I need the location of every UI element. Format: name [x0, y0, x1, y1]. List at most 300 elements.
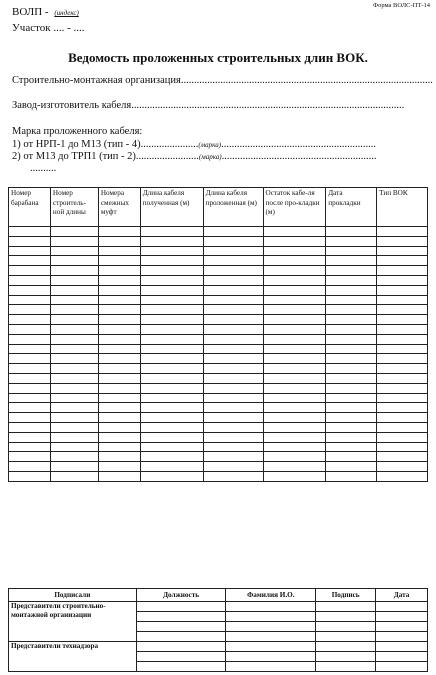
sign-col-header: Должность — [136, 589, 226, 602]
table-cell[interactable] — [50, 305, 98, 315]
table-cell[interactable] — [50, 393, 98, 403]
table-cell[interactable] — [263, 422, 326, 432]
table-cell[interactable] — [9, 324, 51, 334]
sign-cell[interactable] — [316, 612, 376, 622]
table-cell[interactable] — [140, 236, 203, 246]
sign-cell[interactable] — [316, 602, 376, 612]
table-cell[interactable] — [140, 422, 203, 432]
table-cell[interactable] — [326, 383, 377, 393]
sign-cell[interactable] — [226, 642, 316, 652]
sign-cell[interactable] — [376, 652, 428, 662]
table-cell[interactable] — [377, 227, 428, 237]
table-cell[interactable] — [9, 305, 51, 315]
table-cell[interactable] — [263, 344, 326, 354]
sign-cell[interactable] — [316, 622, 376, 632]
table-cell[interactable] — [203, 334, 263, 344]
table-cell[interactable] — [203, 305, 263, 315]
table-cell[interactable] — [9, 452, 51, 462]
table-cell[interactable] — [263, 393, 326, 403]
table-row — [9, 403, 428, 413]
table-row — [9, 266, 428, 276]
marka-line-1-dots-end: ........................................................... — [221, 139, 376, 150]
table-cell[interactable] — [98, 344, 140, 354]
table-cell[interactable] — [50, 275, 98, 285]
table-row — [9, 432, 428, 442]
table-cell[interactable] — [140, 471, 203, 481]
table-row — [9, 305, 428, 315]
marka-line-2-text: 2) от М13 до ТРП1 (тип - 2) — [12, 151, 136, 162]
table-cell[interactable] — [50, 452, 98, 462]
table-cell[interactable] — [326, 354, 377, 364]
sign-cell[interactable] — [136, 612, 226, 622]
table-cell[interactable] — [377, 422, 428, 432]
table-cell[interactable] — [263, 275, 326, 285]
table-row — [9, 471, 428, 481]
table-cell[interactable] — [263, 364, 326, 374]
table-cell[interactable] — [98, 452, 140, 462]
table-cell[interactable] — [203, 364, 263, 374]
table-cell[interactable] — [263, 295, 326, 305]
table-row — [9, 324, 428, 334]
table-cell[interactable] — [203, 403, 263, 413]
table-cell[interactable] — [140, 413, 203, 423]
col-header: Остаток кабе-ля после про-кладки (м) — [263, 188, 326, 227]
table-cell[interactable] — [98, 373, 140, 383]
table-cell[interactable] — [98, 442, 140, 452]
table-cell[interactable] — [50, 266, 98, 276]
sign-cell[interactable] — [376, 612, 428, 622]
zavod-dots: ........................................................................................................ — [131, 100, 405, 111]
table-cell[interactable] — [50, 285, 98, 295]
table-row — [9, 334, 428, 344]
table-cell[interactable] — [326, 295, 377, 305]
table-cell[interactable] — [326, 364, 377, 374]
table-cell[interactable] — [9, 393, 51, 403]
table-cell[interactable] — [98, 275, 140, 285]
table-cell[interactable] — [140, 462, 203, 472]
table-cell[interactable] — [326, 266, 377, 276]
table-cell[interactable] — [9, 373, 51, 383]
table-cell[interactable] — [326, 442, 377, 452]
table-cell[interactable] — [203, 471, 263, 481]
table-cell[interactable] — [9, 275, 51, 285]
table-cell[interactable] — [377, 315, 428, 325]
table-cell[interactable] — [50, 413, 98, 423]
table-cell[interactable] — [9, 364, 51, 374]
table-cell[interactable] — [50, 442, 98, 452]
table-cell[interactable] — [9, 295, 51, 305]
signature-table — [8, 588, 428, 672]
col-header: Длина кабеля полученная (м) — [140, 188, 203, 227]
table-cell[interactable] — [263, 383, 326, 393]
table-cell[interactable] — [50, 236, 98, 246]
table-cell[interactable] — [98, 324, 140, 334]
table-cell[interactable] — [98, 393, 140, 403]
table-cell[interactable] — [377, 452, 428, 462]
table-cell[interactable] — [50, 432, 98, 442]
sign-col-header: Подпись — [316, 589, 376, 602]
table-cell[interactable] — [263, 354, 326, 364]
table-cell[interactable] — [9, 354, 51, 364]
marka-line-2-dots: ........................ — [135, 151, 199, 162]
table-cell[interactable] — [50, 324, 98, 334]
table-cell[interactable] — [326, 471, 377, 481]
table-cell[interactable] — [9, 246, 51, 256]
table-cell[interactable] — [326, 275, 377, 285]
marka-line-2 — [12, 151, 377, 162]
table-cell[interactable] — [140, 315, 203, 325]
marka-line-1-dots: ...................... — [140, 139, 199, 150]
table-row — [9, 413, 428, 423]
sign-col-header: Фамилия И.О. — [226, 589, 316, 602]
zavod-field — [12, 100, 404, 111]
table-cell[interactable] — [98, 334, 140, 344]
table-cell[interactable] — [98, 413, 140, 423]
table-cell[interactable] — [50, 354, 98, 364]
sign-row — [9, 642, 428, 652]
table-cell[interactable] — [326, 305, 377, 315]
table-cell[interactable] — [9, 256, 51, 266]
table-row — [9, 442, 428, 452]
table-cell[interactable] — [203, 452, 263, 462]
table-cell[interactable] — [98, 364, 140, 374]
table-cell[interactable] — [140, 246, 203, 256]
table-cell[interactable] — [9, 334, 51, 344]
table-cell[interactable] — [377, 266, 428, 276]
sign-row — [9, 602, 428, 612]
table-cell[interactable] — [263, 266, 326, 276]
sign-row-label: Представители технадзора — [9, 642, 137, 672]
table-cell[interactable] — [326, 413, 377, 423]
sign-cell[interactable] — [226, 622, 316, 632]
table-cell[interactable] — [140, 295, 203, 305]
sign-cell[interactable] — [316, 642, 376, 652]
table-cell[interactable] — [203, 344, 263, 354]
table-cell[interactable] — [203, 383, 263, 393]
table-cell[interactable] — [98, 266, 140, 276]
table-cell[interactable] — [263, 305, 326, 315]
marka-line-3: .......... — [30, 163, 57, 174]
table-cell[interactable] — [263, 462, 326, 472]
table-header-row — [9, 188, 428, 227]
sign-cell[interactable] — [226, 632, 316, 642]
sign-col-header: Дата — [376, 589, 428, 602]
table-cell[interactable] — [140, 403, 203, 413]
table-cell[interactable] — [263, 442, 326, 452]
table-cell[interactable] — [377, 432, 428, 442]
table-cell[interactable] — [263, 256, 326, 266]
table-cell[interactable] — [203, 432, 263, 442]
org-field — [12, 75, 433, 86]
table-cell[interactable] — [98, 246, 140, 256]
table-cell[interactable] — [377, 413, 428, 423]
table-cell[interactable] — [9, 462, 51, 472]
table-cell[interactable] — [203, 256, 263, 266]
sign-cell[interactable] — [376, 642, 428, 652]
table-cell[interactable] — [377, 471, 428, 481]
table-cell[interactable] — [377, 324, 428, 334]
table-cell[interactable] — [377, 246, 428, 256]
table-row — [9, 236, 428, 246]
table-cell[interactable] — [377, 305, 428, 315]
col-header: Номер строитель-ной длины — [50, 188, 98, 227]
table-cell[interactable] — [9, 383, 51, 393]
sign-cell[interactable] — [136, 632, 226, 642]
table-row — [9, 462, 428, 472]
table-cell[interactable] — [326, 422, 377, 432]
table-cell[interactable] — [203, 227, 263, 237]
table-cell[interactable] — [326, 403, 377, 413]
table-cell[interactable] — [50, 344, 98, 354]
table-cell[interactable] — [50, 471, 98, 481]
table-cell[interactable] — [140, 285, 203, 295]
table-cell[interactable] — [203, 413, 263, 423]
table-cell[interactable] — [98, 256, 140, 266]
col-header: Тип ВОК — [377, 188, 428, 227]
table-cell[interactable] — [326, 373, 377, 383]
col-header: Номера смежных муфт — [98, 188, 140, 227]
table-cell[interactable] — [377, 334, 428, 344]
table-cell[interactable] — [140, 354, 203, 364]
table-cell[interactable] — [140, 305, 203, 315]
marka-line-2-dots-end: ........................................................... — [221, 151, 377, 162]
table-cell[interactable] — [140, 344, 203, 354]
table-cell[interactable] — [263, 403, 326, 413]
table-cell[interactable] — [9, 413, 51, 423]
zavod-label: Завод-изготовитель кабеля — [12, 100, 132, 111]
table-cell[interactable] — [140, 266, 203, 276]
sign-row-label: Представители строительно-монтажной организации — [9, 602, 137, 642]
table-cell[interactable] — [377, 275, 428, 285]
table-cell[interactable] — [50, 403, 98, 413]
org-label: Строительно-монтажная организация — [12, 75, 181, 86]
table-cell[interactable] — [140, 364, 203, 374]
table-cell[interactable] — [203, 422, 263, 432]
table-cell[interactable] — [50, 422, 98, 432]
sign-cell[interactable] — [226, 662, 316, 672]
table-cell[interactable] — [203, 246, 263, 256]
table-cell[interactable] — [203, 442, 263, 452]
sign-cell[interactable] — [376, 622, 428, 632]
table-cell[interactable] — [98, 315, 140, 325]
table-cell[interactable] — [203, 266, 263, 276]
table-cell[interactable] — [377, 403, 428, 413]
table-row — [9, 315, 428, 325]
sign-cell[interactable] — [376, 632, 428, 642]
table-cell[interactable] — [50, 383, 98, 393]
table-cell[interactable] — [140, 334, 203, 344]
table-cell[interactable] — [326, 344, 377, 354]
table-cell[interactable] — [326, 246, 377, 256]
col-header: Длина кабеля проложенная (м) — [203, 188, 263, 227]
sign-cell[interactable] — [376, 662, 428, 672]
table-cell[interactable] — [203, 285, 263, 295]
table-cell[interactable] — [9, 471, 51, 481]
marka-label: Марка проложенного кабеля: — [12, 126, 143, 137]
table-cell[interactable] — [50, 373, 98, 383]
volp-line — [12, 6, 79, 18]
table-cell[interactable] — [98, 285, 140, 295]
table-cell[interactable] — [263, 246, 326, 256]
table-cell[interactable] — [263, 373, 326, 383]
table-cell[interactable] — [9, 422, 51, 432]
sign-cell[interactable] — [136, 642, 226, 652]
table-cell[interactable] — [203, 354, 263, 364]
table-cell[interactable] — [140, 383, 203, 393]
table-cell[interactable] — [263, 236, 326, 246]
table-cell[interactable] — [263, 227, 326, 237]
table-row — [9, 393, 428, 403]
table-cell[interactable] — [203, 315, 263, 325]
table-cell[interactable] — [377, 364, 428, 374]
col-header: Дата прокладки — [326, 188, 377, 227]
table-cell[interactable] — [9, 227, 51, 237]
table-cell[interactable] — [9, 403, 51, 413]
sign-cell[interactable] — [136, 662, 226, 672]
table-cell[interactable] — [263, 452, 326, 462]
table-cell[interactable] — [50, 256, 98, 266]
sign-cell[interactable] — [136, 622, 226, 632]
table-cell[interactable] — [203, 373, 263, 383]
table-cell[interactable] — [98, 295, 140, 305]
table-cell[interactable] — [140, 275, 203, 285]
table-cell[interactable] — [263, 432, 326, 442]
table-cell[interactable] — [98, 462, 140, 472]
sign-col-header: Подписали — [9, 589, 137, 602]
table-cell[interactable] — [377, 393, 428, 403]
table-cell[interactable] — [377, 256, 428, 266]
table-cell[interactable] — [326, 285, 377, 295]
table-cell[interactable] — [98, 354, 140, 364]
table-cell[interactable] — [140, 373, 203, 383]
table-row — [9, 256, 428, 266]
table-cell[interactable] — [326, 462, 377, 472]
table-cell[interactable] — [263, 471, 326, 481]
table-cell[interactable] — [9, 344, 51, 354]
table-body — [9, 227, 428, 482]
table-cell[interactable] — [140, 227, 203, 237]
table-cell[interactable] — [326, 334, 377, 344]
table-cell[interactable] — [140, 256, 203, 266]
table-cell[interactable] — [140, 432, 203, 442]
table-cell[interactable] — [9, 442, 51, 452]
table-cell[interactable] — [377, 285, 428, 295]
table-row — [9, 452, 428, 462]
table-cell[interactable] — [377, 295, 428, 305]
table-cell[interactable] — [140, 452, 203, 462]
sign-cell[interactable] — [226, 652, 316, 662]
table-cell[interactable] — [98, 227, 140, 237]
table-cell[interactable] — [377, 236, 428, 246]
table-cell[interactable] — [9, 266, 51, 276]
uchastok-line: Участок .... - .... — [12, 22, 85, 34]
table-cell[interactable] — [9, 236, 51, 246]
table-cell[interactable] — [263, 315, 326, 325]
table-cell[interactable] — [9, 285, 51, 295]
table-cell[interactable] — [203, 324, 263, 334]
table-cell[interactable] — [326, 324, 377, 334]
table-cell[interactable] — [263, 324, 326, 334]
marka-hint-2: (марка) — [198, 153, 222, 161]
sign-cell[interactable] — [376, 602, 428, 612]
table-cell[interactable] — [377, 344, 428, 354]
table-cell[interactable] — [50, 227, 98, 237]
table-cell[interactable] — [140, 393, 203, 403]
sign-cell[interactable] — [226, 612, 316, 622]
table-cell[interactable] — [203, 295, 263, 305]
table-cell[interactable] — [140, 442, 203, 452]
org-dots: ................................................................................................ — [180, 75, 433, 86]
table-cell[interactable] — [326, 236, 377, 246]
table-cell[interactable] — [50, 462, 98, 472]
table-row — [9, 285, 428, 295]
table-cell[interactable] — [98, 422, 140, 432]
table-row — [9, 422, 428, 432]
table-cell[interactable] — [377, 383, 428, 393]
volp-label: ВОЛП - — [12, 6, 49, 18]
table-cell[interactable] — [263, 285, 326, 295]
table-cell[interactable] — [263, 334, 326, 344]
table-cell[interactable] — [326, 393, 377, 403]
table-cell[interactable] — [50, 315, 98, 325]
sign-cell[interactable] — [316, 652, 376, 662]
index-hint: (индекс) — [54, 9, 79, 17]
sign-header-row — [9, 589, 428, 602]
table-cell[interactable] — [203, 462, 263, 472]
table-cell[interactable] — [98, 305, 140, 315]
table-cell[interactable] — [50, 295, 98, 305]
table-cell[interactable] — [98, 403, 140, 413]
table-cell[interactable] — [98, 471, 140, 481]
table-cell[interactable] — [377, 354, 428, 364]
sign-cell[interactable] — [316, 632, 376, 642]
table-cell[interactable] — [326, 432, 377, 442]
sign-cell[interactable] — [226, 602, 316, 612]
sign-cell[interactable] — [316, 662, 376, 672]
table-cell[interactable] — [50, 334, 98, 344]
table-cell[interactable] — [203, 393, 263, 403]
sign-cell[interactable] — [136, 652, 226, 662]
table-cell[interactable] — [326, 452, 377, 462]
cable-table — [8, 187, 428, 482]
table-row — [9, 227, 428, 237]
table-row — [9, 354, 428, 364]
table-cell[interactable] — [377, 373, 428, 383]
table-cell[interactable] — [377, 462, 428, 472]
table-cell[interactable] — [98, 236, 140, 246]
table-cell[interactable] — [9, 315, 51, 325]
table-cell[interactable] — [377, 442, 428, 452]
table-cell[interactable] — [98, 432, 140, 442]
table-cell[interactable] — [203, 275, 263, 285]
table-row — [9, 344, 428, 354]
table-cell[interactable] — [203, 236, 263, 246]
table-cell[interactable] — [50, 246, 98, 256]
table-cell[interactable] — [98, 383, 140, 393]
table-cell[interactable] — [326, 315, 377, 325]
table-cell[interactable] — [140, 324, 203, 334]
table-cell[interactable] — [326, 256, 377, 266]
col-header: Номер барабана — [9, 188, 51, 227]
table-cell[interactable] — [50, 364, 98, 374]
marka-line-1-text: 1) от НРП-1 до М13 (тип - 4) — [12, 139, 141, 150]
table-row — [9, 364, 428, 374]
table-row — [9, 275, 428, 285]
table-cell[interactable] — [9, 432, 51, 442]
table-cell[interactable] — [326, 227, 377, 237]
table-cell[interactable] — [263, 413, 326, 423]
sign-cell[interactable] — [136, 602, 226, 612]
